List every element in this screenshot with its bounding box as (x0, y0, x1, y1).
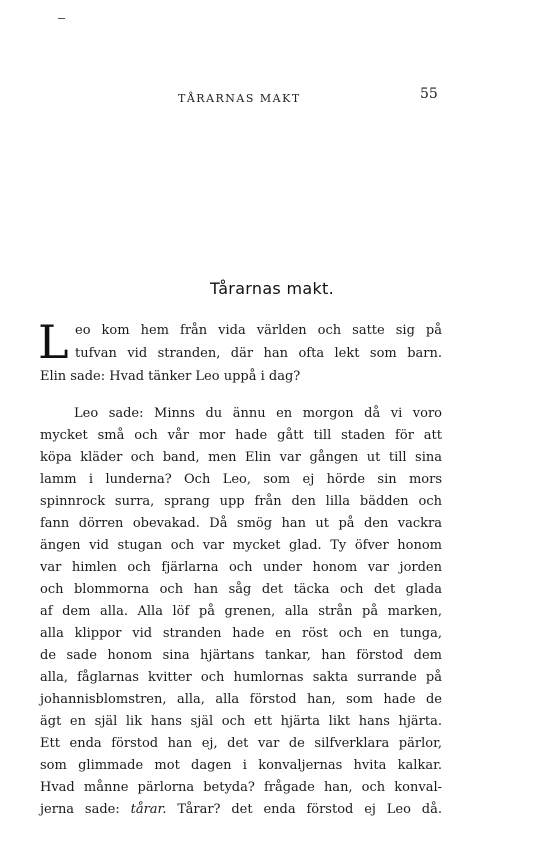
body-line: och blommorna och han såg det täcka och det glada (40, 582, 442, 597)
page-number: 55 (420, 86, 438, 102)
body-line: alla klippor vid stranden hade en röst och en tunga, (40, 626, 442, 641)
body-line: lamm i lunderna? Och Leo, som ej hörde sin mors (40, 472, 442, 487)
body-line: mycket små och vår mor hade gått till staden för att (40, 428, 442, 443)
last-line-start: jerna sade: (40, 802, 120, 817)
body-line: var himlen och fjärlarna och under honom var jorden (40, 560, 442, 575)
emphasized-word: tårar. (130, 802, 167, 817)
body-line: johannisblomstren, alla, alla förstod han, som hade de (40, 692, 442, 707)
body-line: alla, fåglarnas kvitter och humlornas sakta surrande på (40, 670, 442, 685)
body-line: som glimmade mot dagen i konvaljernas hvita kalkar. (40, 758, 442, 773)
body-line: af dem alla. Alla löf på grenen, alla strån på marken, (40, 604, 442, 619)
page-corner-mark (58, 18, 65, 19)
drop-cap: L (38, 315, 69, 369)
body-line: ängen vid stugan och var mycket glad. Ty öfver honom (40, 538, 442, 553)
body-line: spinnrock surra, sprang upp från den lilla bädden och (40, 494, 442, 509)
body-line: ägt en själ lik hans själ och ett hjärta likt hans hjärta. (40, 714, 442, 729)
body-line-last (40, 802, 442, 818)
body-line: köpa kläder och band, men Elin var gången ut till sina (40, 450, 442, 465)
body-line: fann dörren obevakad. Då smög han ut på den vackra (40, 516, 442, 531)
opening-line-2: tufvan vid stranden, där han ofta lekt som barn. (75, 346, 442, 361)
running-header: TÅRARNAS MAKT (178, 92, 301, 105)
body-line: Hvad månne pärlorna betyda? frågade han, och konval- (40, 780, 442, 795)
opening-line-1: eo kom hem från vida världen och satte sig på (75, 323, 442, 338)
body-line: Leo sade: Minns du ännu en morgon då vi voro (74, 406, 442, 421)
last-line-end: Tårar? det enda förstod ej Leo då. (177, 802, 442, 817)
body-line: de sade honom sina hjärtans tankar, han förstod dem (40, 648, 442, 663)
opening-line-3: Elin sade: Hvad tänker Leo uppå i dag? (40, 369, 301, 384)
chapter-title: Tårarnas makt. (210, 279, 334, 298)
body-line: Ett enda förstod han ej, det var de silfverklara pärlor, (40, 736, 442, 751)
